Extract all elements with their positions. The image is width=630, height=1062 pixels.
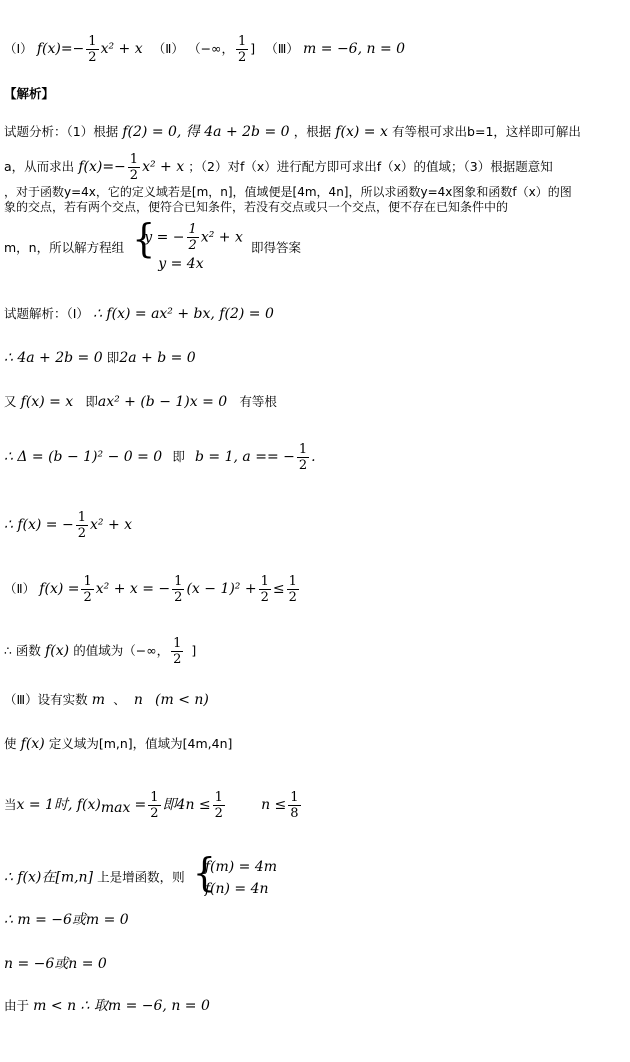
- solution-line-2: [4, 350, 196, 367]
- solution-s8a: （Ⅲ）设有实数: [4, 692, 88, 707]
- solution-s3b: f(x) = x: [20, 394, 74, 410]
- analysis-line-2: [4, 152, 553, 183]
- answer-part3-label: （Ⅲ）: [265, 41, 299, 56]
- solution-s5a: ∴ f(x) = −: [4, 517, 74, 533]
- solution-s10-sub: max: [100, 800, 131, 816]
- solution-s8e: (m < n): [155, 692, 209, 708]
- solution-s6e: ≤: [272, 581, 285, 597]
- solution-s11a: ∴ f(x)在[m,n]: [4, 869, 94, 886]
- solution-s8b: m: [91, 692, 106, 708]
- analysis-heading: 【解析】: [4, 86, 55, 101]
- solution-equation-system: { f(m) = 4m f(n) = 4n: [193, 856, 277, 900]
- analysis-line-1: [4, 124, 581, 141]
- solution-s4c: b = 1, a == −: [195, 449, 295, 465]
- solution-s9b: f(x): [20, 736, 45, 752]
- solution-s6-frac-d: $\frac{1}{2}$: [288, 574, 297, 605]
- solution-s8d: n: [133, 692, 143, 708]
- solution-line-9: [4, 736, 232, 753]
- solution-s14a: 由于: [4, 998, 30, 1013]
- solution-s9a: 使: [4, 736, 17, 751]
- solution-s7c: 的值域为（−∞，: [73, 643, 170, 658]
- solution-s6-frac-c: $\frac{1}{2}$: [260, 574, 269, 605]
- analysis-l2b: f(x)=−: [78, 159, 126, 175]
- solution-s3c: 即: [85, 394, 98, 409]
- solution-s1b: ∴ f(x) = ax² + bx, f(2) = 0: [93, 306, 274, 322]
- analysis-l1b: f(2) = 0, 得 4a + 2b = 0: [122, 124, 290, 140]
- answer-part1-expr: f(x)=−: [36, 41, 85, 57]
- solution-s7-fraction: $\frac{1}{2}$: [173, 636, 182, 667]
- analysis-l1e: 有等根可求出b=1，这样即可解出: [392, 124, 581, 139]
- solution-line-7: [4, 636, 196, 667]
- solution-s10e: n ≤: [261, 797, 287, 813]
- system-row-2: y = 4x: [158, 256, 204, 272]
- solution-s8c: 、: [113, 692, 126, 707]
- solution-s6-frac-b: $\frac{1}{2}$: [174, 574, 183, 605]
- solution-s4a: ∴ Δ = (b − 1)² − 0 = 0: [4, 449, 163, 465]
- answer-part2-expr: （−∞，: [188, 41, 234, 56]
- solution-s7a: ∴ 函数: [4, 643, 41, 658]
- solution-s11b: 上是增函数，则: [97, 869, 185, 885]
- system-row1-fraction: $\frac{1}{2}$: [188, 222, 197, 253]
- analysis-l2d: ；（2）对f（x）进行配方即可求出f（x）的值域；（3）根据题意知: [188, 159, 553, 174]
- answer-part3-expr: m = −6, n = 0: [303, 41, 406, 57]
- solution-s6b: f(x) =: [39, 581, 80, 597]
- answer-part1-tail: x² + x: [100, 41, 143, 57]
- analysis-l2-fraction: $\frac{1}{2}$: [129, 152, 139, 183]
- analysis-l1d: f(x) = x: [335, 124, 388, 140]
- analysis-l1c: ，根据: [293, 124, 332, 139]
- solution-line-6: [4, 574, 301, 605]
- answer-part2-tail: ]: [250, 41, 256, 56]
- solution-s7d: ]: [191, 643, 197, 658]
- analysis-line-4: 象的交点，若有两个交点，便符合已知条件，若没有交点或只一个交点，便不存在已知条件中的: [4, 200, 509, 214]
- answer-line: [4, 34, 405, 65]
- system2-row-2: f(n) = 4n: [204, 881, 269, 897]
- solution-line-10: [4, 790, 303, 821]
- analysis-l2a: a，从而求出: [4, 159, 75, 174]
- solution-s6c: x² + x = −: [95, 581, 171, 597]
- solution-line-12: ∴ m = −6或m = 0: [4, 912, 129, 928]
- analysis-l1a: 试题分析：（1）根据: [4, 124, 119, 139]
- solution-s5b: x² + x: [90, 517, 133, 533]
- solution-s7b: f(x): [45, 643, 70, 659]
- system-row-1-tail: x² + x: [200, 229, 243, 246]
- analysis-l5a: m，n，所以解方程组: [4, 240, 125, 255]
- analysis-line-3: ，对于函数y=4x，它的定义域若是[m，n]，值域便是[4m，4n]，所以求函数y=4x图象和函数f（x）的图: [4, 185, 572, 199]
- analysis-l5b: 即得答案: [251, 240, 302, 255]
- solution-line-3: [4, 394, 277, 411]
- analysis-l2c: x² + x: [142, 159, 185, 175]
- solution-line-11: [4, 850, 281, 900]
- analysis-line-5: [4, 216, 302, 275]
- system2-row-1: f(m) = 4m: [204, 859, 278, 875]
- solution-line-4: [4, 442, 316, 473]
- solution-s2c: 2a + b = 0: [119, 350, 196, 366]
- solution-s6-frac-a: $\frac{1}{2}$: [83, 574, 92, 605]
- solution-s2a: ∴ 4a + 2b = 0: [4, 350, 103, 366]
- analysis-equation-system: { y = − $\frac{1}{2}$ x² + x y = 4x: [132, 222, 243, 275]
- solution-s14b: m < n ∴ 取m = −6, n = 0: [33, 998, 210, 1014]
- answer-half-fraction: $\frac{1}{2}$: [88, 34, 97, 65]
- solution-s9c: 定义域为[m,n]，值域为[4m,4n]: [48, 736, 233, 751]
- solution-s5-fraction: $\frac{1}{2}$: [77, 510, 87, 541]
- solution-s10-frac-b: $\frac{1}{2}$: [214, 790, 223, 821]
- solution-s10a: 当: [4, 797, 17, 812]
- solution-s10c: =: [134, 797, 147, 813]
- solution-s4b: 即: [172, 449, 185, 464]
- solution-s2b: 即: [106, 350, 120, 365]
- answer-part2-fraction: $\frac{1}{2}$: [237, 34, 247, 65]
- solution-s10-frac-c: $\frac{1}{8}$: [290, 790, 299, 821]
- solution-s6d: (x − 1)² +: [186, 581, 257, 597]
- solution-line-13: n = −6或n = 0: [4, 956, 107, 972]
- solution-s10-frac-a: $\frac{1}{2}$: [150, 790, 159, 821]
- answer-part2-label: （Ⅱ）: [152, 41, 184, 56]
- solution-s4d: .: [311, 449, 316, 465]
- answer-part1-label: （Ⅰ）: [4, 41, 33, 56]
- solution-line-1: [4, 306, 274, 323]
- solution-line-14: [4, 998, 210, 1015]
- system-row-1: y = −: [144, 229, 185, 246]
- solution-s1a: 试题解析：（Ⅰ）: [4, 306, 89, 321]
- solution-line-5: [4, 510, 132, 541]
- solution-s3d: ax² + (b − 1)x = 0: [97, 394, 228, 410]
- solution-s4-fraction: $\frac{1}{2}$: [298, 442, 308, 473]
- solution-s6a: （Ⅱ）: [4, 581, 36, 596]
- solution-s3a: 又: [4, 394, 17, 409]
- solution-s10d: 即4n ≤: [162, 797, 211, 813]
- solution-s10b: x = 1时, f(x): [16, 797, 101, 813]
- solution-s3e: 有等根: [239, 394, 277, 409]
- solution-line-8: [4, 692, 209, 709]
